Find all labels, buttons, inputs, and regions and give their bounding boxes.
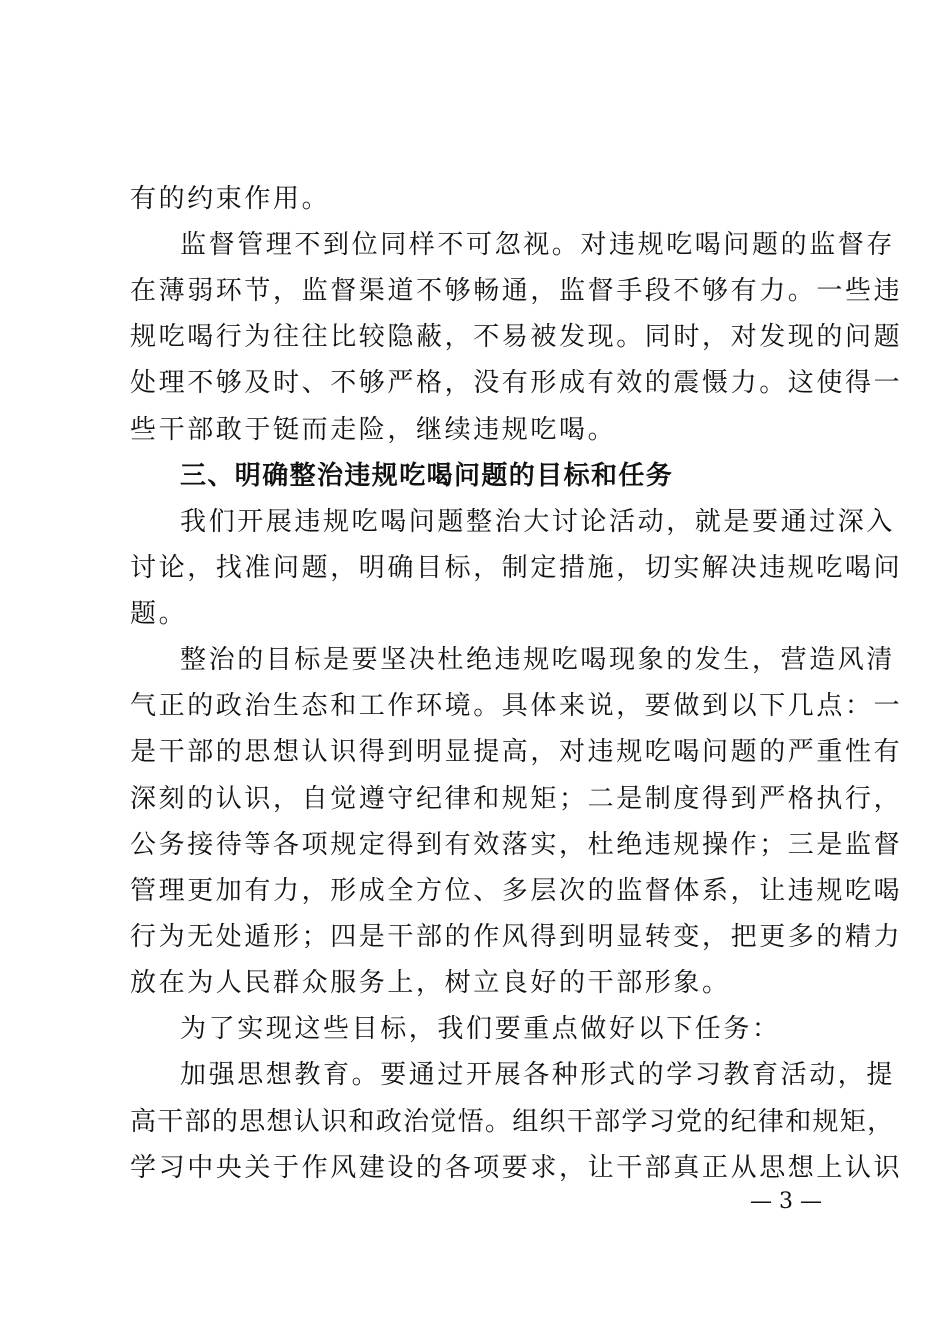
section-heading: 三、明确整治违规吃喝问题的目标和任务: [180, 461, 674, 491]
paragraph-first-line: 加强思想教育。要通过开展各种形式的学习教育活动，提: [180, 1060, 896, 1090]
text-line: 放在为人民群众服务上，树立良好的干部形象。: [130, 968, 731, 998]
text-line: 学习中央关于作风建设的各项要求，让干部真正从思想上认识: [130, 1153, 903, 1183]
text-line: 规吃喝行为往往比较隐蔽，不易被发现。同时，对发现的问题: [130, 322, 903, 352]
paragraph-first-line: 我们开展违规吃喝问题整治大讨论活动，就是要通过深入: [180, 507, 896, 537]
text-line: 管理更加有力，形成全方位、多层次的监督体系，让违规吃喝: [130, 876, 903, 906]
paragraph-first-line: 整治的目标是要坚决杜绝违规吃喝现象的发生，营造风清: [180, 645, 896, 675]
text-line: 有的约束作用。: [130, 184, 331, 214]
text-line: 讨论，找准问题，明确目标，制定措施，切实解决违规吃喝问: [130, 553, 903, 583]
text-line: 公务接待等各项规定得到有效落实，杜绝违规操作；三是监督: [130, 830, 903, 860]
text-line: 处理不够及时、不够严格，没有形成有效的震慑力。这使得一: [130, 368, 903, 398]
text-line: 题。: [130, 599, 188, 629]
page-number: — 3 —: [750, 1189, 822, 1214]
text-line: 些干部敢于铤而走险，继续违规吃喝。: [130, 415, 617, 445]
text-line: 是干部的思想认识得到明显提高，对违规吃喝问题的严重性有: [130, 737, 903, 767]
text-line: 行为无处遁形；四是干部的作风得到明显转变，把更多的精力: [130, 922, 903, 952]
text-line: 深刻的认识，自觉遵守纪律和规矩；二是制度得到严格执行，: [130, 784, 903, 814]
paragraph-first-line: 为了实现这些目标，我们要重点做好以下任务：: [180, 1014, 781, 1044]
text-line: 高干部的思想认识和政治觉悟。组织干部学习党的纪律和规矩，: [130, 1107, 895, 1137]
text-line: 气正的政治生态和工作环境。具体来说，要做到以下几点：一: [130, 691, 903, 721]
text-line: 在薄弱环节，监督渠道不够畅通，监督手段不够有力。一些违: [130, 276, 903, 306]
paragraph-first-line: 监督管理不到位同样不可忽视。对违规吃喝问题的监督存: [180, 230, 896, 260]
